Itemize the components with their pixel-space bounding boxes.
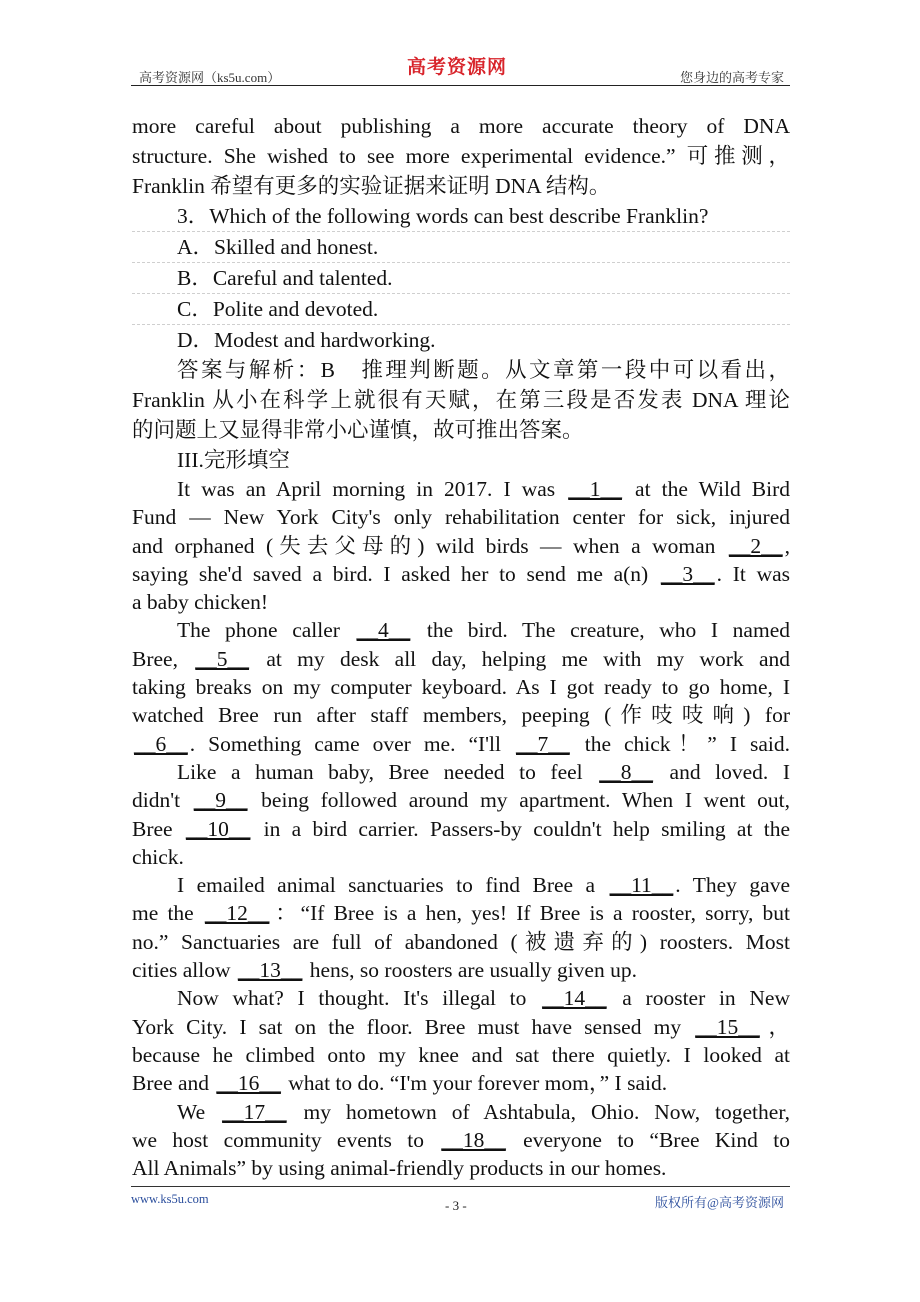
- header-logo: 高考资源网: [407, 56, 508, 78]
- cloze-line: Now what? I thought. It's illegal to __14__ a rooster in New: [177, 986, 790, 1011]
- cloze-blank: __7__: [515, 731, 570, 756]
- cloze-line: It was an April morning in 2017. I was __1__ at the Wild Bird: [177, 477, 790, 501]
- cloze-blank: __14__: [542, 986, 607, 1011]
- answer-line: 的问题上又显得非常小心谨慎，故可推出答案。: [132, 418, 584, 442]
- page-content: [132, 111, 790, 1182]
- page-number: - 3 -: [445, 1198, 467, 1213]
- cloze-blank: __8__: [599, 759, 653, 784]
- text-line: more careful about publishing a more accurate theory of DNA: [132, 114, 790, 138]
- header-rule: [131, 85, 790, 86]
- text-line: structure. She wished to see more experimental evidence.” 可推测，: [132, 144, 790, 168]
- cloze-blank: __1__: [568, 477, 622, 501]
- cloze-passage: [132, 475, 790, 1182]
- cloze-line: I emailed animal sanctuaries to find Bree a __11__. They gave: [177, 873, 790, 898]
- cloze-blank: __5__: [195, 646, 250, 671]
- cloze-line: Fund — New York City's only rehabilitation center for sick, injured: [132, 505, 790, 530]
- cloze-line: taking breaks on my computer keyboard. As I got ready to go home, I: [132, 675, 790, 700]
- cloze-blank: __9__: [193, 788, 248, 813]
- page-header: [131, 52, 790, 88]
- cloze-line: Bree __10__ in a bird carrier. Passers-by couldn't help smiling at the: [132, 816, 790, 841]
- cloze-line: me the __12__：“If Bree is a hen, yes! If Bree is a rooster, sorry, but: [132, 901, 790, 926]
- cloze-line: The phone caller __4__ the bird. The creature, who I named: [177, 618, 790, 643]
- cloze-line: We __17__ my hometown of Ashtabula, Ohio. Now, together,: [177, 1099, 790, 1124]
- cloze-line: Like a human baby, Bree needed to feel __8__ and loved. I: [177, 759, 791, 784]
- header-slogan: 您身边的高考专家: [679, 70, 784, 85]
- cloze-blank: __6__: [134, 731, 188, 756]
- question-stem: 3．Which of the following words can best describe Franklin?: [132, 201, 790, 232]
- cloze-line: All Animals” by using animal-friendly products in our homes.: [132, 1156, 667, 1181]
- cloze-blank: __4__: [356, 618, 411, 643]
- footer-rule: [131, 1186, 790, 1187]
- cloze-blank: __3__: [660, 561, 715, 586]
- cloze-line: no.” Sanctuaries are full of abandoned (被遗弃的) roosters. Most: [132, 929, 790, 954]
- cloze-line: Bree, __5__ at my desk all day, helping me with my work and: [132, 646, 791, 671]
- cloze-line: __6__. Something came over me. “I'll __7__ the chick！” I said.: [134, 731, 790, 756]
- cloze-blank: __10__: [185, 816, 251, 841]
- cloze-blank: __13__: [237, 958, 303, 983]
- cloze-line: a baby chicken!: [132, 590, 269, 615]
- cloze-line: chick.: [132, 844, 184, 869]
- cloze-blank: __11__: [609, 873, 674, 898]
- cloze-blank: __16__: [216, 1071, 281, 1096]
- cloze-line: watched Bree run after staff members, peeping (作吱吱响) for: [132, 703, 790, 728]
- header-site-name: 高考资源网（ks5u.com）: [139, 70, 281, 85]
- cloze-line: saying she'd saved a bird. I asked her to send me a(n) __3__. It was: [132, 561, 791, 586]
- cloze-blank: __12__: [204, 901, 270, 926]
- cloze-line: York City. I sat on the floor. Bree must have sensed my __15__，: [132, 1014, 790, 1039]
- option-c: C．Polite and devoted.: [132, 294, 790, 325]
- option-a: A．Skilled and honest.: [132, 232, 790, 263]
- cloze-blank: __15__: [695, 1014, 760, 1039]
- cloze-line: and orphaned (失去父母的) wild birds — when a woman __2__,: [132, 533, 790, 558]
- text-line: Franklin 希望有更多的实验证据来证明 DNA 结构。: [132, 174, 611, 198]
- answer-line: 答案与解析：B 推理判断题。从文章第一段中可以看出，: [177, 358, 790, 382]
- cloze-blank: __18__: [441, 1127, 506, 1152]
- cloze-line: Bree and __16__ what to do. “I'm your forever mom，” I said.: [132, 1071, 668, 1096]
- answer-line: Franklin 从小在科学上就很有天赋，在第三段是否发表 DNA 理论: [132, 388, 790, 412]
- cloze-blank: __17__: [222, 1099, 287, 1124]
- cloze-line: didn't __9__ being followed around my apartment. When I went out,: [132, 788, 790, 813]
- footer-url[interactable]: www.ks5u.com: [131, 1192, 209, 1206]
- cloze-blank: __2__: [728, 533, 783, 558]
- option-d: D．Modest and hardworking.: [177, 328, 436, 352]
- cloze-line: because he climbed onto my knee and sat there quietly. I looked at: [132, 1042, 790, 1067]
- footer-copyright: 版权所有@高考资源网: [655, 1195, 784, 1210]
- cloze-line: cities allow __13__ hens, so roosters are usually given up.: [132, 958, 637, 983]
- option-b: B．Careful and talented.: [132, 263, 790, 294]
- cloze-line: we host community events to __18__ everyone to “Bree Kind to: [132, 1127, 790, 1152]
- section-title: III.完形填空: [177, 448, 290, 472]
